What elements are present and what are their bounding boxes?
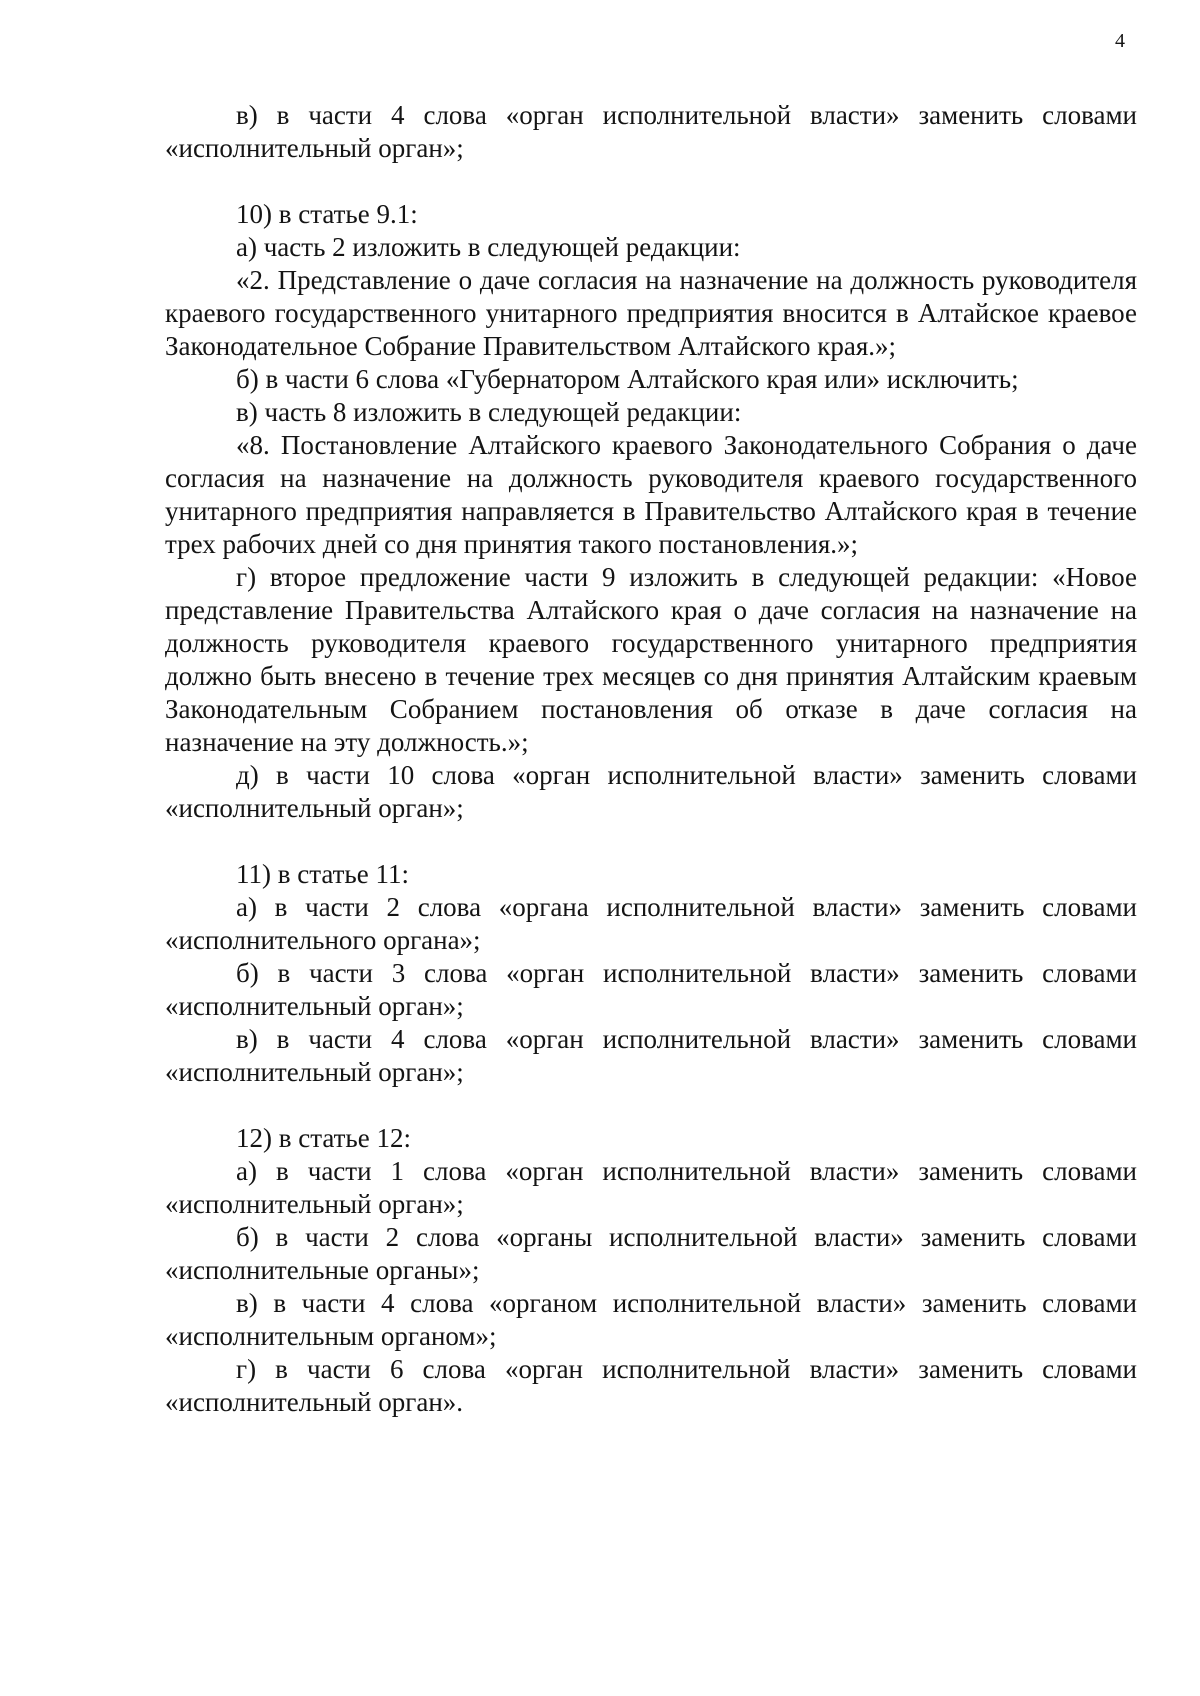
article-heading: 12) в статье 12: xyxy=(236,1123,411,1153)
paragraph: б) в части 3 слова «орган исполнительной власти» заменить словами «исполнительный орган»; xyxy=(165,958,1137,1021)
page-number: 4 xyxy=(1115,30,1125,52)
paragraph: б) в части 6 слова «Губернатором Алтайского края или» исключить; xyxy=(236,364,1019,394)
paragraph: «2. Представление о даче согласия на назначение на должность руководителя краевого государственного унитарного предприятия вносится в Алтайское краевое Законодательное Собрание Правительством Алтайского края.»; xyxy=(165,265,1137,361)
paragraph: «8. Постановление Алтайского краевого Законодательного Собрания о даче согласия на назначение на должность руководителя краевого государственного унитарного предприятия направляется в Правительство Алтайского края в течение трех рабочих дней со дня принятия такого постановления.»; xyxy=(165,430,1137,559)
article-heading: 10) в статье 9.1: xyxy=(236,199,418,229)
paragraph: г) второе предложение части 9 изложить в следующей редакции: «Новое представление Правительства Алтайского края о даче согласия на назначение на должность руководителя краевого государственного унитарного предприятия должно быть внесено в течение трех месяцев со дня принятия Алтайским краевым Законодательным Собранием постановления об отказе в даче согласия на назначение на эту должность.»; xyxy=(165,562,1137,757)
paragraph: в) в части 4 слова «орган исполнительной власти» заменить словами «исполнительный орган»; xyxy=(165,1024,1137,1087)
document-body xyxy=(165,99,1137,1419)
paragraph: в) в части 4 слова «органом исполнительной власти» заменить словами «исполнительным органом»; xyxy=(165,1288,1137,1351)
article-heading: 11) в статье 11: xyxy=(236,859,409,889)
paragraph: а) в части 2 слова «органа исполнительной власти» заменить словами «исполнительного органа»; xyxy=(165,892,1137,955)
paragraph: д) в части 10 слова «орган исполнительной власти» заменить словами «исполнительный орган»; xyxy=(165,760,1137,823)
paragraph: в) в части 4 слова «орган исполнительной власти» заменить словами «исполнительный орган»; xyxy=(165,100,1137,163)
paragraph: б) в части 2 слова «органы исполнительной власти» заменить словами «исполнительные органы»; xyxy=(165,1222,1137,1285)
paragraph: в) часть 8 изложить в следующей редакции: xyxy=(236,397,742,427)
paragraph: а) часть 2 изложить в следующей редакции: xyxy=(236,232,741,262)
paragraph: а) в части 1 слова «орган исполнительной власти» заменить словами «исполнительный орган»; xyxy=(165,1156,1137,1219)
paragraph: г) в части 6 слова «орган исполнительной власти» заменить словами «исполнительный орган». xyxy=(165,1354,1137,1417)
